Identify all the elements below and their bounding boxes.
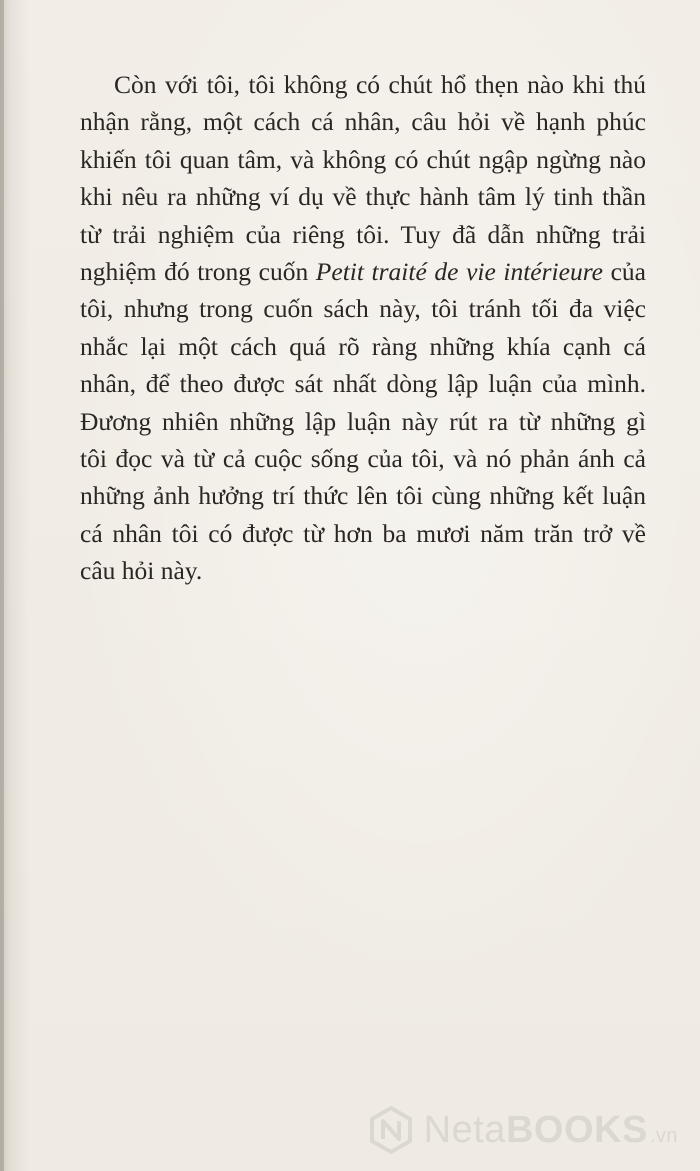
watermark-domain: .vn (649, 1124, 678, 1147)
text-segment: nghiệm đó trong cuốn (80, 257, 316, 287)
text-line: từ trải nghiệm của riêng tôi. Tuy đã dẫn những trải (80, 219, 646, 249)
text-segment: của (603, 257, 646, 287)
text-line: Đương nhiên những lập luận này rút ra từ những gì (80, 406, 646, 436)
watermark-brand-bold: BOOKS (505, 1108, 648, 1151)
text-line-with-title (80, 253, 646, 290)
text-line: những ảnh hưởng trí thức lên tôi cùng những kết luận (80, 481, 646, 511)
book-title-italic: Petit traité de vie intérieure (315, 257, 603, 287)
text-line: cá nhân tôi có được từ hơn ba mươi năm trăn trở về (80, 518, 646, 548)
page-edge (0, 0, 4, 1171)
text-line: nhân, để theo được sát nhất dòng lập luận của mình. (80, 369, 646, 399)
text-line: nhắc lại một cách quá rõ ràng những khía cạnh cá (80, 331, 646, 361)
netabooks-logo-icon (366, 1105, 416, 1155)
body-paragraph (80, 66, 646, 590)
text-line: Còn với tôi, tôi không có chút hổ thẹn nào khi thú (114, 70, 646, 99)
watermark-brand-light: Neta (423, 1108, 506, 1151)
text-line: khi nêu ra những ví dụ về thực hành tâm lý tinh thần (80, 182, 646, 212)
text-line: khiến tôi quan tâm, và không có chút ngập ngừng nào (80, 144, 646, 174)
text-line: tôi đọc và từ cả cuộc sống của tôi, và nó phản ánh cả (80, 444, 646, 474)
text-line: câu hỏi này. (80, 556, 203, 586)
text-line: nhận rằng, một cách cá nhân, câu hỏi về hạnh phúc (80, 107, 646, 137)
text-line: tôi, nhưng trong cuốn sách này, tôi tránh tối đa việc (80, 294, 646, 324)
watermark-text (424, 1109, 678, 1152)
book-gutter-shadow (0, 0, 30, 1171)
netabooks-watermark (366, 1105, 678, 1155)
